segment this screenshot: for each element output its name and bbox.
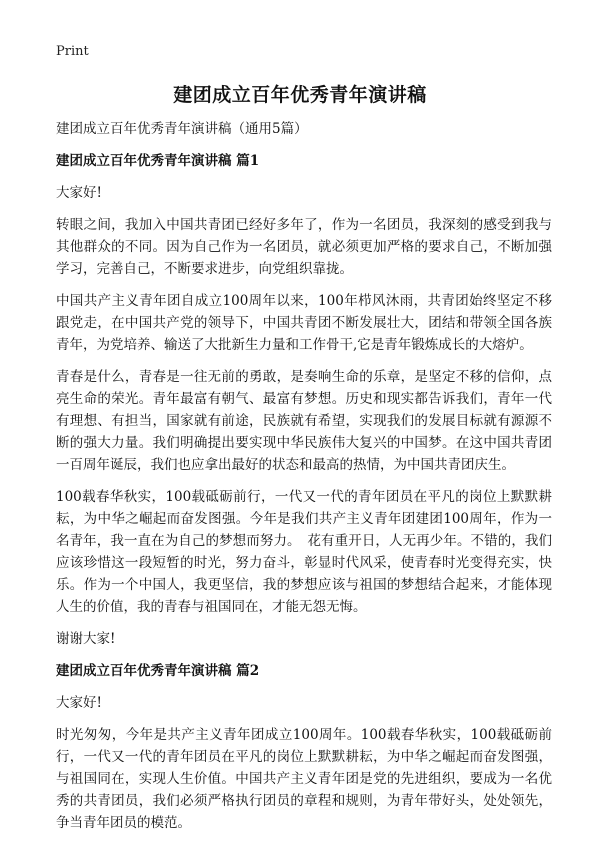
paragraph: 100载春华秋实，100载砥砺前行，一代又一代的青年团员在平凡的岗位上默默耕耘，为中华之崛起而奋发图强。今年是我们共产主义青年团建团100周年，作为一名青年，我一直在为自己的梦想而努力。 花有重开日，人无再少年。不错的，我们应该珍惜这一段短暂的时光，努力奋斗，彰显时代风采，使青春时光变得充实，快乐。作为一个中国人，我更坚信，我的梦想应该与祖国的梦想结合起来，才能体现人生的价值，我的青春与祖国同在，才能无怨无悔。 (56, 489, 552, 615)
document-body (56, 118, 552, 844)
section-heading: 建团成立百年优秀青年演讲稿 篇1 (56, 153, 260, 169)
paragraph: 大家好! (56, 185, 102, 201)
page-title: 建团成立百年优秀青年演讲稿 (173, 84, 427, 106)
paragraph: 谢谢大家! (56, 631, 116, 647)
paragraph: 时光匆匆，今年是共产主义青年团成立100周年。100载春华秋实，100载砥砺前行，一代又一代的青年团员在平凡的岗位上默默耕耘，为中华之崛起而奋发图强，与祖国同在，实现人生价值。中国共产主义青年团是党的先进组织，要成为一名优秀的共青团员，我们必须严格执行团员的章程和规则，为青年带好头，处处领先，争当青年团员的模范。 (56, 727, 552, 831)
paragraph: 中国共产主义青年团自成立100周年以来，100年栉风沐雨，共青团始终坚定不移跟党走，在中国共产党的领导下，中国共青团不断发展壮大，团结和带领全国各族青年，为党培养、输送了大批新生力量和工作骨干,它是青年锻炼成长的大熔炉。 (56, 293, 552, 353)
section-heading: 建团成立百年优秀青年演讲稿 篇2 (56, 663, 260, 679)
paragraph: 青春是什么，青春是一往无前的勇敢，是奏响生命的乐章，是坚定不移的信仰，点亮生命的荣光。青年最富有朝气、最富有梦想。历史和现实都告诉我们，青年一代有理想、有担当，国家就有前途，民族就有希望，实现我们的发展目标就有源源不断的强大力量。我们明确提出要实现中华民族伟大复兴的中国梦。在这中国共青团一百周年诞辰，我们也应拿出最好的状态和最高的热情，为中国共青团庆生。 (56, 369, 552, 473)
print-link[interactable]: Print (56, 44, 89, 59)
paragraph: 大家好! (56, 695, 102, 711)
document-subtitle: 建团成立百年优秀青年演讲稿（通用5篇） (56, 121, 308, 137)
paragraph: 转眼之间，我加入中国共青团已经好多年了，作为一名团员，我深刻的感受到我与其他群众的不同。因为自己作为一名团员，就必须更加严格的要求自己，不断加强学习，完善自己，不断要求进步，向党组织靠拢。 (56, 217, 552, 277)
